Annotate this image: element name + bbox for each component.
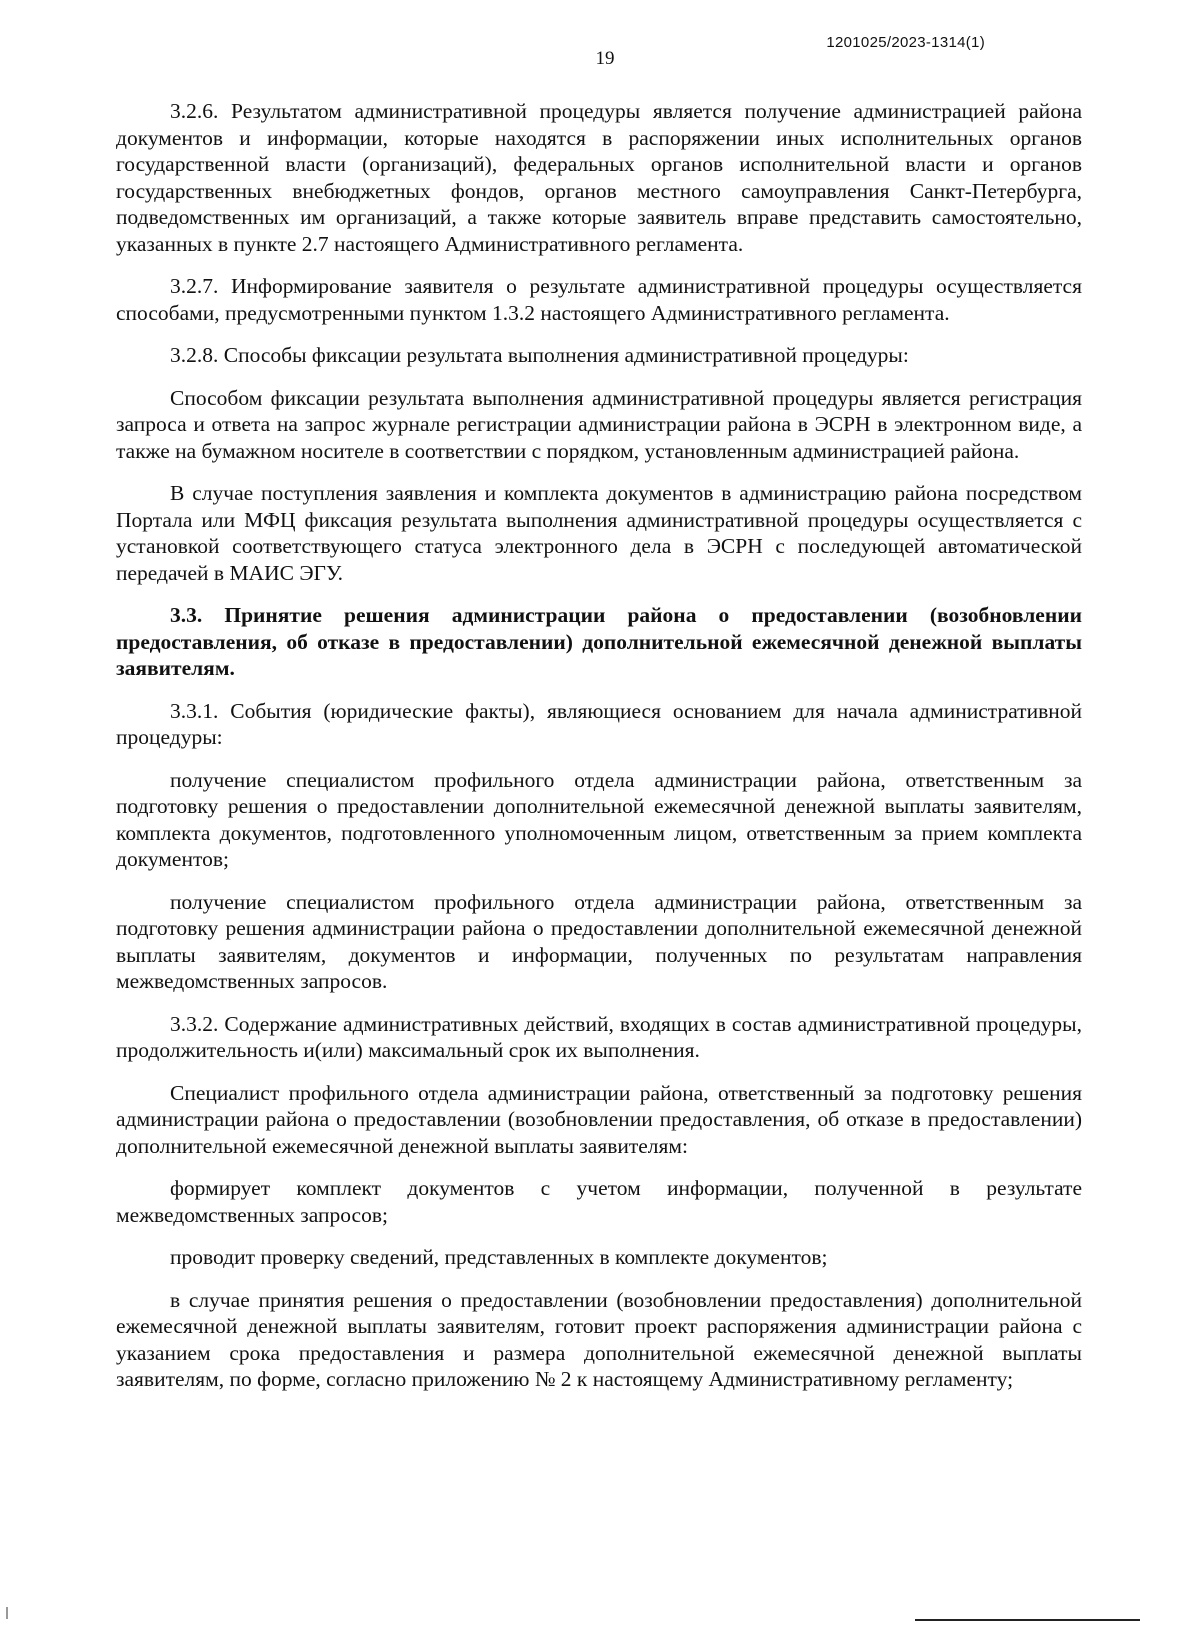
paragraph: Способом фиксации результата выполнения административной процедуры является регистрация запроса и ответа на запрос журнале регистрации администрации района в ЭСРН в электронном виде, а также на бумажном носителе в соответствии с порядком, установленным администрацией района. bbox=[116, 385, 1082, 463]
section-heading-3-3: 3.3. Принятие решения администрации района о предоставлении (возобновлении предоставления, об отказе в предоставлении) дополнительной ежемесячной денежной выплаты заявителям. bbox=[116, 603, 1082, 680]
paragraph: получение специалистом профильного отдела администрации района, ответственным за подготовку решения администрации района о предоставлении дополнительной ежемесячной денежной выплаты заявителям, документов и информации, полученных по результатам направления межведомственных запросов. bbox=[116, 889, 1082, 993]
paragraph-3-3-2: 3.3.2. Содержание административных действий, входящих в состав административной процедуры, продолжительность и(или) максимальный срок их выполнения. bbox=[116, 1011, 1082, 1062]
paragraph-3-2-6: 3.2.6. Результатом административной процедуры является получение администрацией района документов и информации, которые находятся в распоряжении иных исполнительных органов государственной власти (организаций), федеральных органов исполнительной власти и органов государственных внебюджетных фондов, органов местного самоуправления Санкт-Петербурга, подведомственных им организаций, а также которые заявитель вправе представить самостоятельно, указанных в пункте 2.7 настоящего Административного регламента. bbox=[116, 99, 1082, 256]
paragraph: В случае поступления заявления и комплекта документов в администрацию района посредством Портала или МФЦ фиксация результата выполнения административной процедуры осуществляется с установкой соответствующего статуса электронного дела в ЭСРН с последующей автоматической передачей в МАИС ЭГУ. bbox=[116, 481, 1082, 585]
footer-rule bbox=[915, 1619, 1140, 1621]
paragraph-3-3-1: 3.3.1. События (юридические факты), являющиеся основанием для начала административной процедуры: bbox=[116, 698, 1082, 749]
paragraph: проводит проверку сведений, представленных в комплекте документов; bbox=[170, 1245, 828, 1269]
paragraph-3-2-7: 3.2.7. Информирование заявителя о результате административной процедуры осуществляется способами, предусмотренными пунктом 1.3.2 настоящего Административного регламента. bbox=[116, 274, 1082, 325]
scan-edge-mark bbox=[6, 1607, 8, 1619]
page-number: 19 bbox=[595, 48, 615, 69]
document-number: 1201025/2023-1314(1) bbox=[826, 34, 985, 51]
document-body bbox=[116, 98, 1082, 1409]
paragraph: формирует комплект документов с учетом информации, полученной в результате межведомственных запросов; bbox=[116, 1176, 1082, 1227]
paragraph-3-2-8: 3.2.8. Способы фиксации результата выполнения административной процедуры: bbox=[170, 343, 909, 367]
paragraph: получение специалистом профильного отдела администрации района, ответственным за подготовку решения о предоставлении дополнительной ежемесячной денежной выплаты заявителям, комплекта документов, подготовленного уполномоченным лицом, ответственным за прием комплекта документов; bbox=[116, 767, 1082, 871]
paragraph: Специалист профильного отдела администрации района, ответственный за подготовку решения администрации района о предоставлении (возобновлении предоставления, об отказе в предоставлении) дополнительной ежемесячной денежной выплаты заявителям: bbox=[116, 1080, 1082, 1158]
paragraph: в случае принятия решения о предоставлении (возобновлении предоставления) дополнительной ежемесячной денежной выплаты заявителям, готовит проект распоряжения администрации района с указанием срока предоставления и размера дополнительной ежемесячной денежной выплаты заявителям, по форме, согласно приложению № 2 к настоящему Административному регламенту; bbox=[116, 1287, 1082, 1391]
